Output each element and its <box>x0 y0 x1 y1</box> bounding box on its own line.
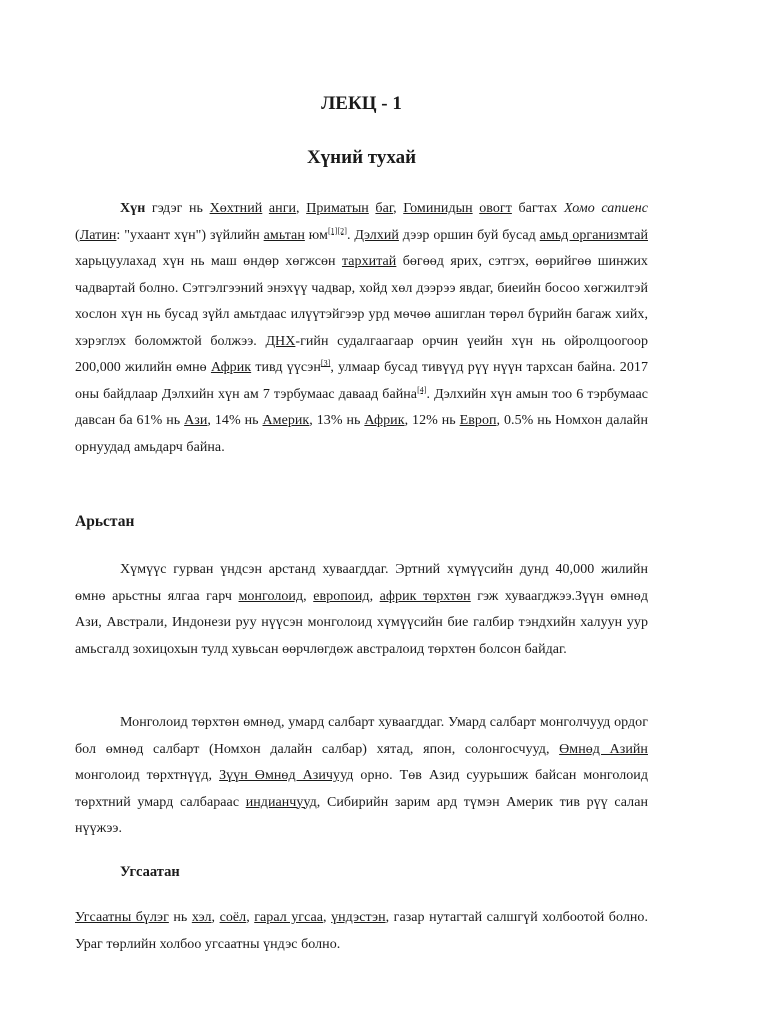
link-europoid[interactable]: европоид <box>313 588 370 604</box>
text-run: , 12% нь <box>404 413 460 428</box>
link-animal[interactable]: амьтан <box>263 227 305 243</box>
link-mammals[interactable]: Хөхтний <box>209 201 263 216</box>
link-america[interactable]: Америк <box>262 413 310 428</box>
link-family[interactable]: овогт <box>479 201 512 216</box>
text-run: харьцуулахад хүн нь маш өндөр хөгжсөн <box>75 254 342 269</box>
text-run: , <box>303 588 314 604</box>
text-run: нь <box>168 910 192 925</box>
link-indians[interactable]: индианчууд <box>245 794 317 810</box>
text-run: , <box>246 910 255 925</box>
text-run: гэж хуваагджээ.Зүүн өмнөд Ази, Австрали, Индонези руу нүүсэн монголоид хүмүүсийн бие галбир тэндхийн халуун уур амьсгалд зохицохын тулд хувьсан өөрчлөгдөж австралоид төрхтөн болсон байдаг. <box>75 588 649 657</box>
link-latin[interactable]: Латин <box>79 227 117 243</box>
text-run: , <box>296 201 307 216</box>
text-run: , <box>369 588 380 604</box>
main-heading: Хүний тухай <box>306 147 417 168</box>
link-europe[interactable]: Европ <box>459 413 497 428</box>
reference-marker <box>417 385 426 394</box>
link-southeast-asians[interactable]: Зүүн Өмнөд Азичууд <box>219 768 354 783</box>
reference-link-1-2[interactable]: [1][2] <box>327 225 347 235</box>
text-run: дээр оршин буй бусад <box>398 227 540 243</box>
text-run: , газар нутагтай салшгүй холбоотой болно. Ураг төрлийн холбоо угсаатны үндэс болно. <box>75 910 648 952</box>
text-run <box>262 201 269 216</box>
reference-link-3[interactable]: [3] <box>320 358 331 368</box>
lecture-title: ЛЕКЦ - 1 <box>321 93 402 114</box>
text-run: , <box>211 910 220 925</box>
text-run: , 0.5% нь Номхон далайн орнуудад амьдарч байна. <box>75 413 648 455</box>
ethnic-paragraph <box>75 905 648 958</box>
text-run: монголоид төрхтнүүд, <box>75 768 220 783</box>
text-run: -гийн судалгаагаар орчин үеийн хүн нь ойролцоогоор 200,000 жилийн өмнө <box>75 333 649 375</box>
text-run: , <box>323 910 332 925</box>
link-hominids[interactable]: Гоминидын <box>403 201 473 216</box>
text-run: гэдэг нь <box>145 201 210 216</box>
race-paragraph-1 <box>75 557 648 663</box>
link-earth[interactable]: Дэлхий <box>354 227 399 243</box>
section-heading-ethnic: Угсаатан <box>120 864 180 880</box>
link-culture[interactable]: соёл <box>219 910 247 925</box>
reference-marker <box>321 358 330 367</box>
link-language[interactable]: хэл <box>191 910 212 925</box>
text-run: : "ухаант хүн") зүйлийн <box>116 227 264 243</box>
text-run: Монголоид төрхтөн өмнөд, умард салбарт хуваагддаг. Умард салбарт монголчууд ордог бол өмнөд салбарт (Номхон далайн салбар) хятад, япон, солонгосчууд, <box>75 715 648 757</box>
link-dna[interactable]: ДНХ <box>265 333 296 349</box>
text-run: тивд үүсэн <box>251 360 321 375</box>
text-run: , улмаар бусад тивүүд рүү нүүн тархсан байна. 2017 оны байдлаар Дэлхийн хүн ам 7 тэрбумаас даваад байна <box>75 360 648 402</box>
link-south-asian[interactable]: Өмнөд Азийн <box>559 741 648 757</box>
text-run: , Сибирийн зарим ард түмэн Америк тив рүү салан нүүжээ. <box>75 794 648 836</box>
link-asia[interactable]: Ази <box>184 413 208 428</box>
text-run: . Дэлхийн хүн амын тоо 6 тэрбумаас давсан ба 61% нь <box>75 386 648 428</box>
text-run: бөгөөд ярих, сэтгэх, өөрийгөө шинжих чадвартай болно. Сэтгэлгээний энэхүү чадвар, хойд хөл дээрээ явдаг, биеийн босоо хөгжилтэй хослон хүн нь бусад зүйл амьтдаас илүүтэйгээр урд мөчөө ашиглан төрөл бүрийн багаж хийх, хэрэглэх боломжтой болжээ. <box>75 254 648 349</box>
intro-paragraph <box>75 196 648 461</box>
link-africa[interactable]: Африк <box>210 360 252 375</box>
link-nationality[interactable]: үндэстэн <box>331 910 386 925</box>
term-human: Хүн <box>120 201 146 216</box>
link-origin[interactable]: гарал угсаа <box>254 910 324 925</box>
link-brain[interactable]: тархитай <box>341 254 397 269</box>
link-mongoloid[interactable]: монголоид <box>238 588 304 604</box>
link-living-organisms[interactable]: амьд организмтай <box>539 227 648 243</box>
text-run: . <box>346 227 355 243</box>
text-run: , 14% нь <box>207 413 263 428</box>
link-ethnic-group[interactable]: Угсаатны бүлэг <box>75 910 169 925</box>
text-run: ( <box>75 227 80 243</box>
text-run: Хүмүүс гурван үндсэн арстанд хуваагддаг. Эртний хүмүүсийн дунд 40,000 жилийн өмнө арьстны ялгаа гарч <box>75 562 648 604</box>
text-run: багтах <box>511 201 564 216</box>
text-run: , <box>393 201 404 216</box>
link-african-type[interactable]: африк төрхтөн <box>379 588 471 604</box>
link-class[interactable]: анги <box>268 201 297 216</box>
section-heading-race: Арьстан <box>75 513 135 530</box>
reference-marker <box>328 226 347 235</box>
link-primates[interactable]: Приматын <box>306 201 369 216</box>
link-africa-2[interactable]: Африк <box>364 413 405 428</box>
link-order[interactable]: баг <box>375 201 394 216</box>
term-homo-sapiens: Хомо сапиенс <box>563 201 648 216</box>
text-run: орно. Төв Азид суурьшиж байсан монголоид төрхтний умард салбараас <box>75 768 649 810</box>
text-run: , 13% нь <box>309 413 365 428</box>
race-paragraph-2 <box>75 710 648 843</box>
reference-link-4[interactable]: [4] <box>417 384 427 394</box>
text-run: юм <box>304 227 328 243</box>
